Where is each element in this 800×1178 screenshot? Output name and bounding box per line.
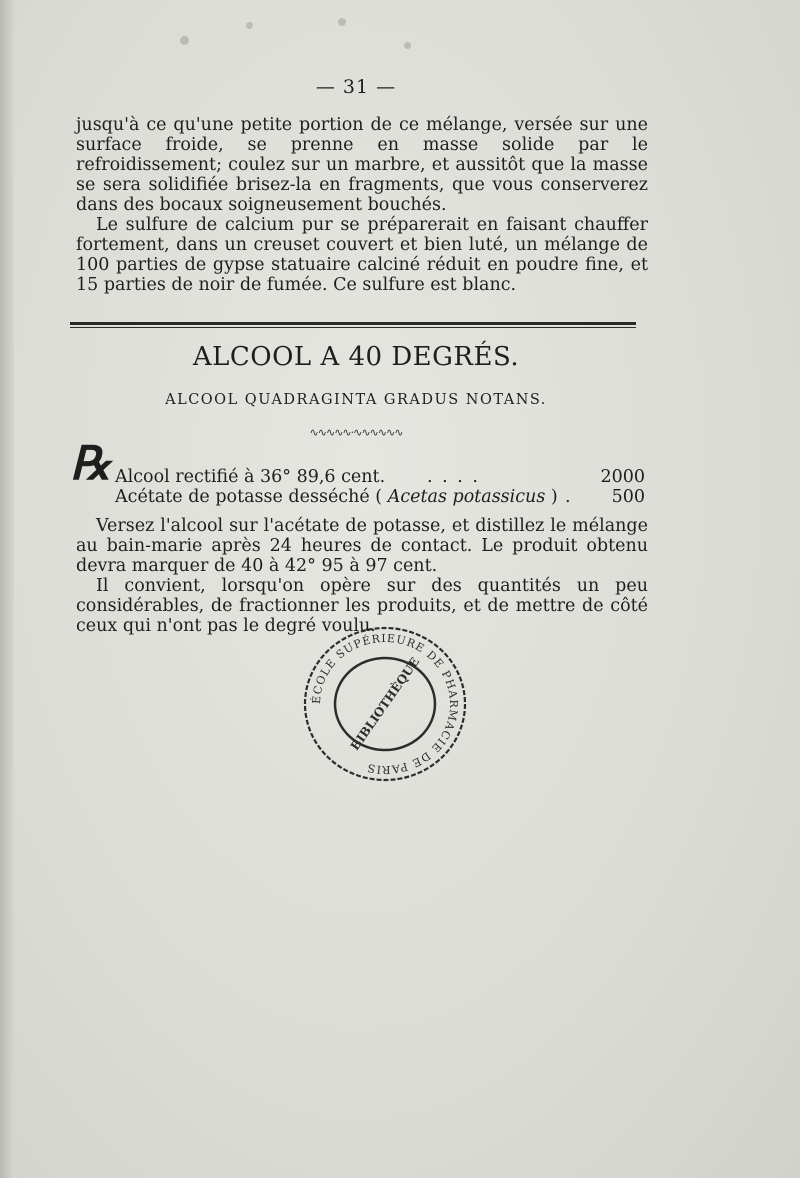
intro-paragraph-1: jusqu'à ce qu'une petite portion de ce mélange, versée sur une surface froide, se prenne en masse solide par le refroidissement; coulez sur un marbre, et aussitôt que la masse se sera solidifiée brisez-la en fragments, que vous conserverez dans des bocaux soigneusement bouchés.: [76, 115, 648, 215]
paper-speck: [338, 18, 346, 26]
ingredient-latin-name: Acetas potassicus: [387, 487, 546, 507]
section-divider-thick: [70, 322, 636, 325]
page-number: — 31 —: [315, 76, 397, 98]
section-title: ALCOOL A 40 DEGRÉS.: [192, 342, 520, 372]
instructions-text: [76, 516, 648, 636]
ornament-divider: ∿∿∿∿∿·∿∿∿∿∿∿: [309, 426, 403, 439]
paper-speck: [246, 22, 253, 29]
recipe-symbol-icon: ℞: [70, 436, 112, 490]
ingredient-row: [115, 486, 645, 508]
intro-text: [76, 115, 648, 295]
book-gutter: [0, 0, 14, 1178]
ingredient-name: Alcool rectifié à 36° 89,6 cent.: [115, 467, 386, 487]
ingredient-name-start: Acétate de potasse desséché (: [115, 487, 388, 507]
library-stamp: [300, 624, 470, 784]
ingredient-row: [115, 466, 645, 488]
ingredient-quantity: 500: [611, 487, 645, 507]
section-divider-thin: [70, 327, 636, 328]
section-latin-title: ALCOOL QUADRAGINTA GRADUS NOTANS.: [165, 392, 547, 408]
paper-speck: [180, 36, 189, 45]
paper-speck: [404, 42, 411, 49]
instructions-paragraph-1: Versez l'alcool sur l'acétate de potasse, et distillez le mélange au bain-marie après 24 heures de contact. Le produit obtenu devra marquer de 40 à 42° 95 à 97 cent.: [76, 516, 648, 576]
instructions-paragraph-2: Il convient, lorsqu'on opère sur des quantités un peu considérables, de fractionner les produits, et de mettre de côté ceux qui n'ont pas le degré voulu.: [76, 576, 648, 636]
ingredient-name-end: ): [545, 487, 558, 507]
ingredient-quantity: 2000: [600, 467, 645, 487]
intro-paragraph-2: Le sulfure de calcium pur se préparerait en faisant chauffer fortement, dans un creuset couvert et bien luté, un mélange de 100 parties de gypse statuaire calciné réduit en poudre fine, et 15 parties de noir de fumée. Ce sulfure est blanc.: [76, 215, 648, 295]
stamp-ring-textpath: ÉCOLE SUPÉRIEURE DE PHARMACIE DE PARIS: [309, 631, 461, 777]
leader-dots: .: [565, 487, 571, 507]
leader-dots: . . . .: [427, 467, 480, 487]
ingredient-name: [115, 486, 558, 508]
stamp-center-text: BIBLIOTHÈQUE: [347, 654, 423, 754]
